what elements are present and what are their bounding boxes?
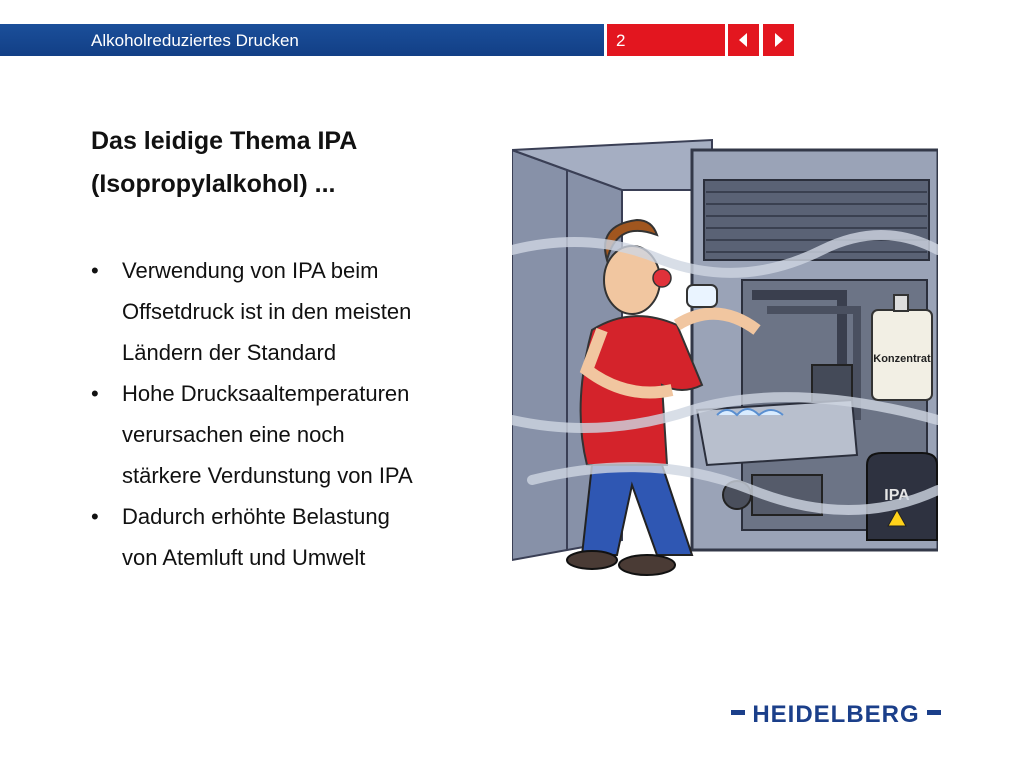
logo-text: HEIDELBERG — [752, 701, 920, 728]
bullet-item — [91, 496, 511, 578]
page-number: 2 — [616, 31, 626, 50]
bullet-marker: • — [91, 258, 99, 283]
chevron-right-icon — [763, 24, 794, 56]
ipa-illustration — [512, 120, 938, 636]
canister-label: Konzentrat — [873, 353, 931, 365]
bullet-line: verursachen eine noch — [122, 422, 345, 447]
bullet-list — [91, 250, 511, 578]
bullet-line: stärkere Verdunstung von IPA — [122, 463, 413, 488]
chevron-left-icon — [728, 24, 759, 56]
heidelberg-logo — [731, 696, 941, 730]
slide-heading — [91, 120, 491, 206]
bullet-item — [91, 373, 511, 496]
bullet-marker: • — [91, 504, 99, 529]
bullet-line: von Atemluft und Umwelt — [122, 545, 366, 570]
previous-slide-button[interactable] — [728, 24, 759, 56]
bullet-marker: • — [91, 381, 99, 406]
bullet-line: Verwendung von IPA beim — [122, 258, 379, 283]
bullet-item — [91, 250, 511, 373]
bullet-line: Offsetdruck ist in den meisten — [122, 299, 412, 324]
bullet-line: Hohe Drucksaaltemperaturen — [122, 381, 410, 406]
page-number-box — [607, 24, 725, 56]
tank-label: IPA — [884, 487, 910, 504]
presentation-title: Alkoholreduziertes Drucken — [91, 31, 299, 50]
bullet-line: Ländern der Standard — [122, 340, 337, 365]
heading-line: Das leidige Thema IPA — [91, 127, 358, 155]
heading-line: (Isopropylalkohol) ... — [91, 170, 336, 198]
bullet-line: Dadurch erhöhte Belastung — [122, 504, 390, 529]
header-bar — [0, 24, 604, 56]
next-slide-button[interactable] — [763, 24, 794, 56]
